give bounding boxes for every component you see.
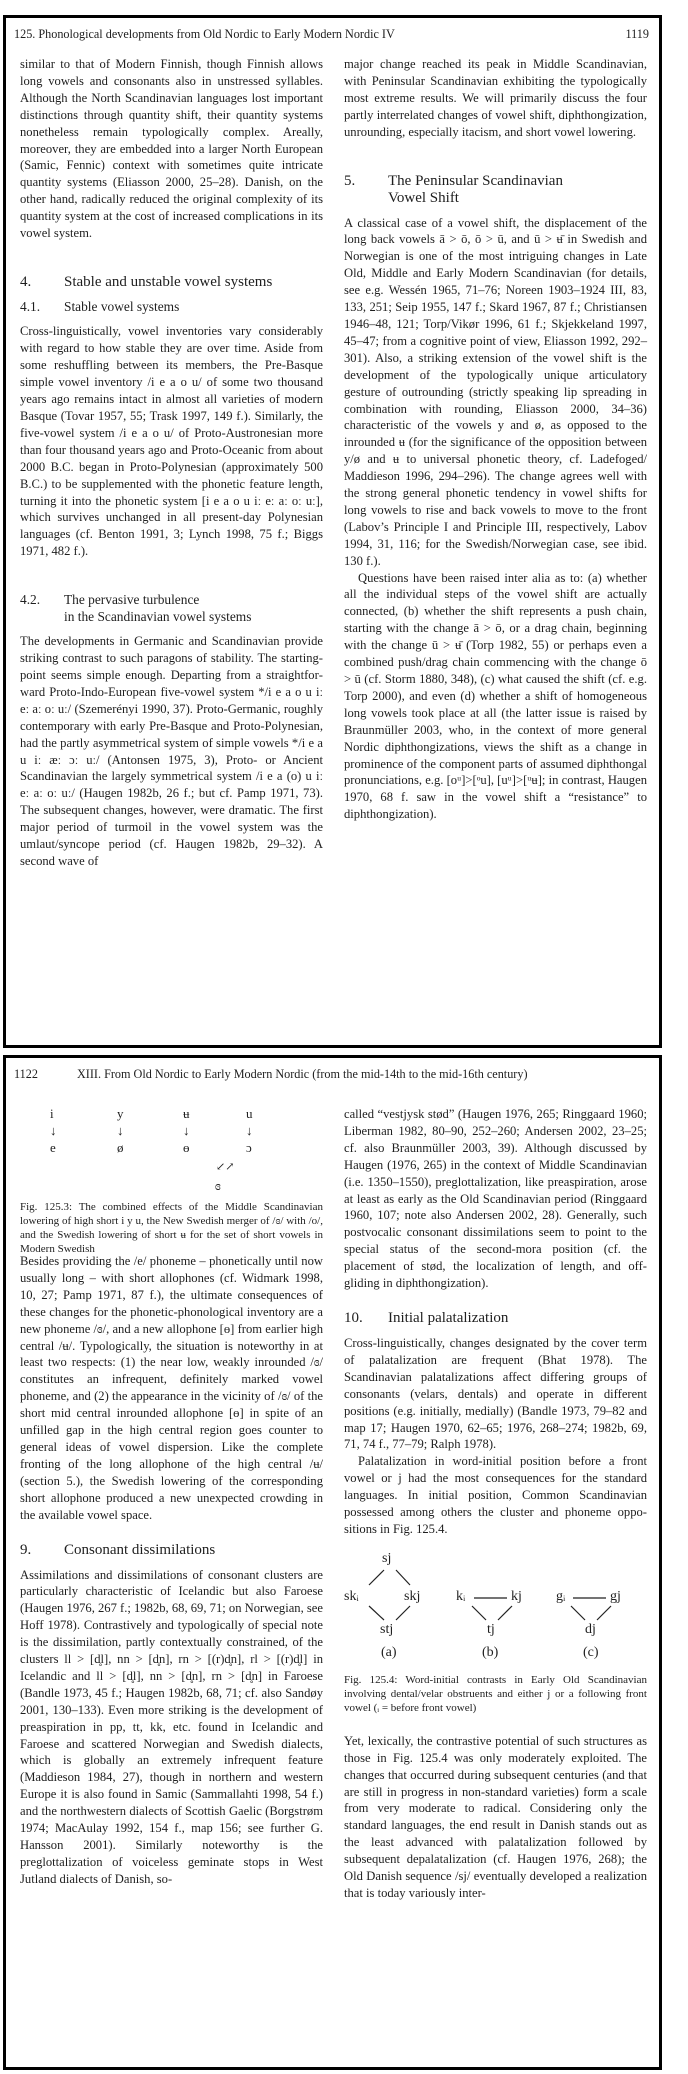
node-c-left: gᵢ — [556, 1588, 566, 1604]
node-a-top: sj — [382, 1550, 392, 1566]
vowel-bottom-4: ɔ — [246, 1140, 252, 1155]
section-number: 10. — [344, 1309, 363, 1326]
node-b-right: kj — [511, 1588, 522, 1604]
paragraph: Yet, lexically, the contrastive potential of such structures as those in Fig. 125.4 was only moderately exploited. The changes that occurred during subsequent centuries (and that are still in progress in non-standard varieties) form a scale from very moderate to radical. Considering only the standard languages, the end result in Danish stands out as the least advanced with palatalization followed by subsequent depalatalization (cf. Haugen 1976, 268); the Old Danish sequence /sj/ eventually developed a realization that is today variously inter- — [344, 1733, 647, 1900]
right-column — [344, 56, 647, 823]
section-heading-9 — [20, 1542, 323, 1559]
paragraph: similar to that of Modern Finnish, though Finnish allows long vowels and consonants also in unstressed syllables. Although the North Scandinavian languages lost important distinctions through quantity shift, their quantity systems nonetheless remain typologically complex. Areally, moreover, they are embedded into a larger North European (Samic, Fennic) context with sometimes quite intricate quantity systems (Eliasson 2000, 25–28). Danish, on the other hand, radically reduced the original complexity of its quantity system at the cost of increased complications in its vowel system. — [20, 57, 323, 241]
section-number: 4.2. — [20, 592, 41, 608]
node-a-left: skᵢ — [344, 1588, 359, 1604]
figure-label-c: (c) — [583, 1644, 599, 1660]
page-number: 1119 — [625, 27, 649, 41]
page-1122 — [3, 1055, 662, 2070]
paragraph: major change reached its peak in Middle Scandinavian, with Peninsular Scandinavian exhibiting the typologically most extreme results. We will primarily discuss the four partly interrelated changes of vowel shift, diphthongization, unrounding, especially itacism, and short vowel lowering. — [344, 57, 647, 139]
edge-b-right — [498, 1606, 512, 1620]
section-number: 4. — [20, 273, 32, 290]
vowel-top-1: i — [50, 1106, 54, 1121]
section-title: Consonant dissimilations — [64, 1541, 216, 1558]
figure-label-b: (b) — [482, 1644, 499, 1660]
paragraph: Cross-linguistically, vowel inventories vary considerably with regard to how stable they are over time. Aside from some reshuffling between its members, the Pre-Basque simple vowel inventory /i e a o u/ of some two thousand years ago remains intact in almost all varieties of modern Basque (Tovar 1957, 55; Trask 1997, 149 f.). Similarly, the five-vowel system /i e a o u/ of Proto-Austronesian more than four thousand years ago and Proto-Oceanic from about 2000 B.C. began in Proto-Polynesian (approximately 500 B.C.) to be supplemented with the phonetic feature length, turning it into the phonetic system [i e a o u iː eː aː oː uː], which survives unchanged in all present-day Polynesian languages (cf. Benton 1991, 3; Lynch 1998, 75 f.; Biggs 1971, 482 f.). — [20, 324, 323, 559]
paragraph: Besides providing the /e/ phoneme – phonetically until now usually long – with short allophones (cf. Widmark 1998, 10, 27; Pamp 1971, 87 f.), the ultimate consequences of these changes for the phonetic-phonological inventory are a new phoneme /ɞ/, and a new allophone [ɵ] from earlier high central /ʉ/. Typologically, the situation is noteworthy in at least two respects: (1) the near low, weakly inrounded /ɞ/ constitutes an infrequent, definitely marked vowel phoneme, and (2) the appearance in the vicinity of /ɞ/ of the short mid central inrounded allophone [ɵ] in spite of an unfilled gap in the high central region goes counter to general ideas of vowel dispersion. Like the complete fronting of the long allophone of the high central /ʉ/ (section 5.), the Swedish lowering of the corresponding short allophone produced a new unexpected crowding in the available vowel space. — [20, 1254, 323, 1522]
section-title: Stable and unstable vowel systems — [64, 273, 273, 290]
node-c-bottom: dj — [585, 1621, 596, 1637]
node-a-right: skj — [404, 1588, 421, 1604]
paragraph: Cross-linguistically, changes designated by the cover term of palatalization are frequent (Bhat 1978). The Scandinavian palatalizations affect differing groups of consonants (velars, dentals) and operate in different positions (e.g. initially, medially) (Bandle 1973, 79–82 and map 17; Haugen 1970, 62–65; 1976, 268–274; 1982b, 69, 71, 74 f., 77–79; Ralph 1978). — [344, 1335, 647, 1452]
right-column — [344, 1106, 647, 1902]
paragraph: called “vestjysk stød” (Haugen 1976, 265; Ringgaard 1960; Liberman 1982, 80–90, 252–260; Andersen 2002, 23–25; cf. also Braunmüller 2003, 39). Although discussed by Haugen (1976, 265) in the context of Middle Scandinavian (i.e. 1350–1550), preglottalization, like preaspiration, arose at least as early as the Old Scandinavian period (Ringgaard 1960, 107; note also Andersen 2002, 28). Generally, such postvocalic consonant dissimilations seem to point to the special status of the second-mora position (cf. the placement of stød, the localization of length, and off-gliding in diphthongization). — [344, 1107, 647, 1291]
section-number: 5. — [344, 172, 356, 189]
section-heading-4-1 — [20, 299, 323, 316]
merge-arrow-icon: ↙↗ — [216, 1161, 235, 1173]
left-column — [20, 1106, 323, 1888]
node-c-right: gj — [610, 1588, 621, 1604]
section-title-line-1: The pervasive turbulence — [64, 592, 200, 608]
section-number: 9. — [20, 1541, 32, 1558]
node-a-bottom: stj — [380, 1621, 394, 1637]
section-number: 4.1. — [20, 298, 41, 314]
paragraph: Palatalization in word-initial position before a front vowel or j had the most consequences for the standard languages. In initial position, Common Scandinavian possessed among others the cluster and phoneme oppositions in Fig. 125.4. — [344, 1454, 647, 1536]
page-1119 — [3, 15, 662, 1048]
node-b-bottom: tj — [487, 1621, 495, 1637]
section-title-line-2: in the Scandinavian vowel systems — [64, 608, 252, 624]
section-title-line-1: The Peninsular Scandinavian — [388, 172, 563, 189]
figure-125-4 — [344, 1538, 647, 1673]
vowel-top-3: ʉ — [183, 1106, 190, 1121]
edge-c-left — [571, 1606, 585, 1620]
down-arrow-icon: ↓ — [117, 1123, 124, 1138]
vowel-bottom-1: e — [50, 1140, 56, 1155]
section-heading-4 — [20, 274, 323, 291]
section-title-line-2: Vowel Shift — [388, 189, 459, 206]
down-arrow-icon: ↓ — [50, 1123, 57, 1138]
paragraph: Assimilations and dissimilations of consonant clusters are particularly characteristic of Icelandic but also Faroese (Haugen 1976, 267 f.; 1982b, 68, 69, 71; on Norwegian, see Hoff 1978). Contrastively and typologically of special note is the dissimilation, partly contextually constrained, of the clusters ll > [d̥l], nn > [d̥n], rn > [(r)d̥n], rl > [(r)d̥l] in Icelandic and ll > [d̥l], nn > [d̥n], rn > [d̥n] in Faroese (Bandle 1973, 45 f.; Haugen 1982b, 68, 71; cf. also Sandøy 2001, 130–133). Even more striking is the development of preaspiration in pp, tt, kk, etc. found in Icelandic and Faroese and scattered Norwegian and Swedish dialects, which is globally an extremely infrequent feature (Maddieson 1984, 27), though in northern and western Europe it is also found in Samic (Sammallahti 1998, 54 f.) and the northwestern dialects of Scottish Gaelic (Borgstrøm 1974; MacAulay 1992, 154 f., map 156; see further G. Hansson 2001). Similarly noteworthy is the preglottalization of voiceless geminate stops in West Jutland dialects of Danish, so- — [20, 1567, 323, 1886]
figure-caption: Fig. 125.3: The combined effects of the Middle Scandinavian lowering of high short i y u, the New Swedish merger of /ɞ/ with /o/, and the Swedish lowering of short ʉ for the set of short vowels in Modern Swedish — [20, 1201, 323, 1255]
edge-a-top-right — [396, 1570, 410, 1585]
left-column — [20, 56, 323, 870]
section-heading-4-2 — [20, 592, 323, 625]
section-title: Stable vowel systems — [64, 298, 180, 314]
edge-a-bottom-left — [369, 1606, 384, 1620]
down-arrow-icon: ↓ — [183, 1123, 190, 1138]
section-heading-5 — [344, 173, 647, 207]
node-b-left: kᵢ — [456, 1588, 466, 1604]
figure-label-a: (a) — [381, 1644, 397, 1660]
vowel-merged: ɞ — [215, 1178, 221, 1193]
edge-c-right — [597, 1606, 611, 1620]
section-heading-10 — [344, 1310, 647, 1327]
figure-125-3 — [20, 1106, 323, 1255]
paragraph: A classical case of a vowel shift, the displacement of the long back vowels ā > ō, ō > ū, and ū > ʉ̄ in Swedish and Norwegian is one of the most intriguing changes in Late Old, Middle and Early Modern Scandinavian (for details, see e.g. Wessén 1965, 71–76; Noreen 1903–1924 III, 83, 133, 251; Seip 1955, 147 f.; Skard 1967, 87 f.; Christiansen 1946–48, 121; Torp/Vikør 1996, 61 f.; Skjekkeland 1997, 45–47; from a cognitive point of view, Eliasson 1992, 292–301). Also, a striking extension of the vowel shift is the development of the typologically unique articulatory gesture of outrounding (strictly speaking lip spreading in combination with rounding, Eliasson 2000, 34–36) characteristic of the vowels y and ø, as opposed to the inrounded ʉ (for the significance of the opposition between y/ø and ʉ to universal phonetic theory, cf. Ladefoged/ Maddieson 1996, 294–296). The change agrees well with the strong general phonetic tendency in vowel shifts for long vowels to rise and back vowels to move to the front (Labov’s Principle I and Principle III, respectively, Labov 1994, 31, 116; for the Swedish/Norwegian case, see ibid. 130 f.). — [344, 215, 647, 568]
section-title: Initial palatalization — [388, 1309, 509, 1326]
running-head — [14, 27, 649, 42]
running-head-title: 125. Phonological developments from Old Nordic to Early Modern Nordic IV — [14, 27, 395, 41]
vowel-top-2: y — [117, 1106, 124, 1121]
edge-a-bottom-right — [396, 1606, 410, 1620]
edge-b-left — [472, 1606, 486, 1620]
page-number: 1122 — [14, 1067, 38, 1081]
running-head-title: XIII. From Old Nordic to Early Modern Nordic (from the mid-14th to the mid-16th century) — [77, 1067, 528, 1081]
running-head — [14, 1067, 649, 1082]
vowel-bottom-2: ø — [117, 1140, 124, 1155]
edge-a-top-left — [369, 1570, 384, 1585]
vowel-top-4: u — [246, 1106, 253, 1121]
figure-caption: Fig. 125.4: Word-initial contrasts in Early Old Scandinavian involving dental/velar obstruents and either j or a following front vowel (ᵢ = before front vowel) — [344, 1673, 647, 1714]
vowel-bottom-3: ɵ — [183, 1140, 190, 1155]
paragraph: Questions have been raised inter alia as to: (a) whether all the individual steps of the vowel shift are actually connected, (b) whether the shift represents a push chain, starting with the change ā > ō, or a drag chain, beginning with the change ū > ʉ̄ (Torp 1982, 55) or perhaps even a combined push/drag chain commencing with the change ō > ū (cf. Storm 1880, 348), (c) what caused the shift (cf. e.g. Torp 2000), and even (d) whether a shift of homogeneous long vowels took place at all (the latter issue is raised by Braunmüller 2003, who, in the context of more general Nordic diphthongizations, views the shift as a change in prominence of the component parts of assumed diphthongal pronunciations, e.g. [oᵘ]>[ᵒu], [uᵘ]>[ᵘʉ]; in contrast, Haugen 1970, 68 f. saw in the vowel shift a “resistance” to diphthongization). — [344, 570, 647, 822]
paragraph: The developments in Germanic and Scandinavian provide striking contrast to such paragons of stability. The starting-point seems simple enough. Departing from a straightforward Proto-Indo-European five-vowel system */i e a o u iː eː aː oː uː/ (Szemerényi 1990, 37). Proto-Germanic, roughly contemporary with early Pre-Basque and Proto-Polynesian, had the partly asymmetrical system of simple vowels */i e a u iː æː ɔː uː/ (Antonsen 1975, 3), Proto- or Ancient Scandinavian the largely symmetrical system /i e a (o) u iː eː aː oː uː/ (Haugen 1982b, 26 f.; but cf. Pamp 1971, 73). The subsequent changes, however, were dramatic. The first major period of turmoil in the vowel system was the umlaut/syncope period (cf. Haugen 1982b, 29–32). A second wave of — [20, 634, 323, 868]
down-arrow-icon: ↓ — [246, 1123, 253, 1138]
